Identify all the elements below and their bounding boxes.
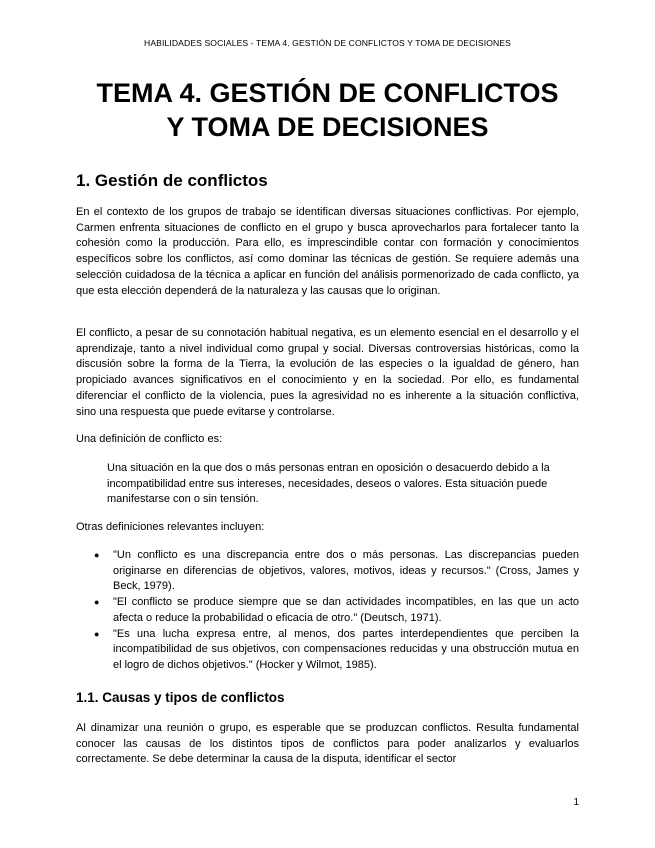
subsection-heading-causas-tipos: 1.1. Causas y tipos de conflictos xyxy=(76,690,285,705)
list-item xyxy=(76,627,579,674)
list-item xyxy=(76,548,579,595)
paragraph-context: En el contexto de los grupos de trabajo se identifican diversas situaciones conflictivas. Por ejemplo, Carmen enfrenta situaciones de conflicto en el grupo y busca aprovecharlos para fortalecer tanto la cohesión como la producción. Para ello, es imprescindible contar con formación y conocimientos específicos sobre los conflictos, así como dominar las técnicas de gestión. Se requiere además una selección cuidadosa de la técnica a aplicar en función del análisis pormenorizado de cada conflicto, ya que esta elección dependerá de la naturaleza y las causas que lo originan. xyxy=(76,206,579,297)
list-item xyxy=(76,595,579,626)
bullet-icon: ● xyxy=(94,597,100,608)
title-line-2: Y TOMA DE DECISIONES xyxy=(166,112,489,142)
bullet-icon: ● xyxy=(94,628,100,639)
definition-text: "El conflicto se produce siempre que se dan actividades incompatibles, en las que un acto afecta o reduce la probabilidad o eficacia de otro." (Deutsch, 1971). xyxy=(113,596,579,624)
bullet-icon: ● xyxy=(94,550,100,560)
section-heading-gestion-conflictos: 1. Gestión de conflictos xyxy=(76,171,268,190)
definition-text: "Es una lucha expresa entre, al menos, dos partes interdependientes que perciben la incompatibilidad de sus objetivos, con compensaciones reducidas y una obstrucción mutua en el logro de dichos objetivos." (Hocker y Wilmot, 1985). xyxy=(113,627,579,671)
paragraph-definition-intro: Una definición de conflicto es: xyxy=(76,433,223,445)
page-number: 1 xyxy=(573,797,579,808)
paragraph-conflict-essential: El conflicto, a pesar de su connotación habitual negativa, es un elemento esencial en el desarrollo y el aprendizaje, tanto a nivel individual como grupal y social. Diversas controversias históricas, como la discusión sobre la forma de la Tierra, la evolución de las especies o la igualdad de género, han propiciado avances significativos en el conocimiento y en la sociedad. Por ello, es fundamental diferenciar el conflicto de la violencia, pues la agresividad no es inherente a la situación conflictiva, sino una respuesta que puede evitarse y controlarse. xyxy=(76,327,579,418)
document-title xyxy=(40,76,615,144)
title-line-1: TEMA 4. GESTIÓN DE CONFLICTOS xyxy=(96,78,559,108)
paragraph-causes: Al dinamizar una reunión o grupo, es esperable que se produzcan conflictos. Resulta fundamental conocer las causas de los distintos tipos de conflictos para poder analizarlos y evaluarlos correctamente. Se debe determinar la causa de la disputa, identificar el sector xyxy=(76,722,579,766)
paragraph-other-definitions-intro: Otras definiciones relevantes incluyen: xyxy=(76,521,265,533)
definition-text: "Un conflicto es una discrepancia entre dos o más personas. Las discrepancias pueden originarse en diferencias de objetivos, valores, motivos, ideas y recursos." (Cross, James y Beck, 1979). xyxy=(113,549,579,593)
definitions-list xyxy=(76,548,579,674)
definition-quote: Una situación en la que dos o más personas entran en oposición o desacuerdo debido a la incompatibilidad entre sus intereses, necesidades, deseos o valores. Esta situación puede manifestarse con o sin tensión. xyxy=(107,462,550,506)
running-header: HABILIDADES SOCIALES - TEMA 4. GESTIÓN DE CONFLICTOS Y TOMA DE DECISIONES xyxy=(144,38,511,48)
